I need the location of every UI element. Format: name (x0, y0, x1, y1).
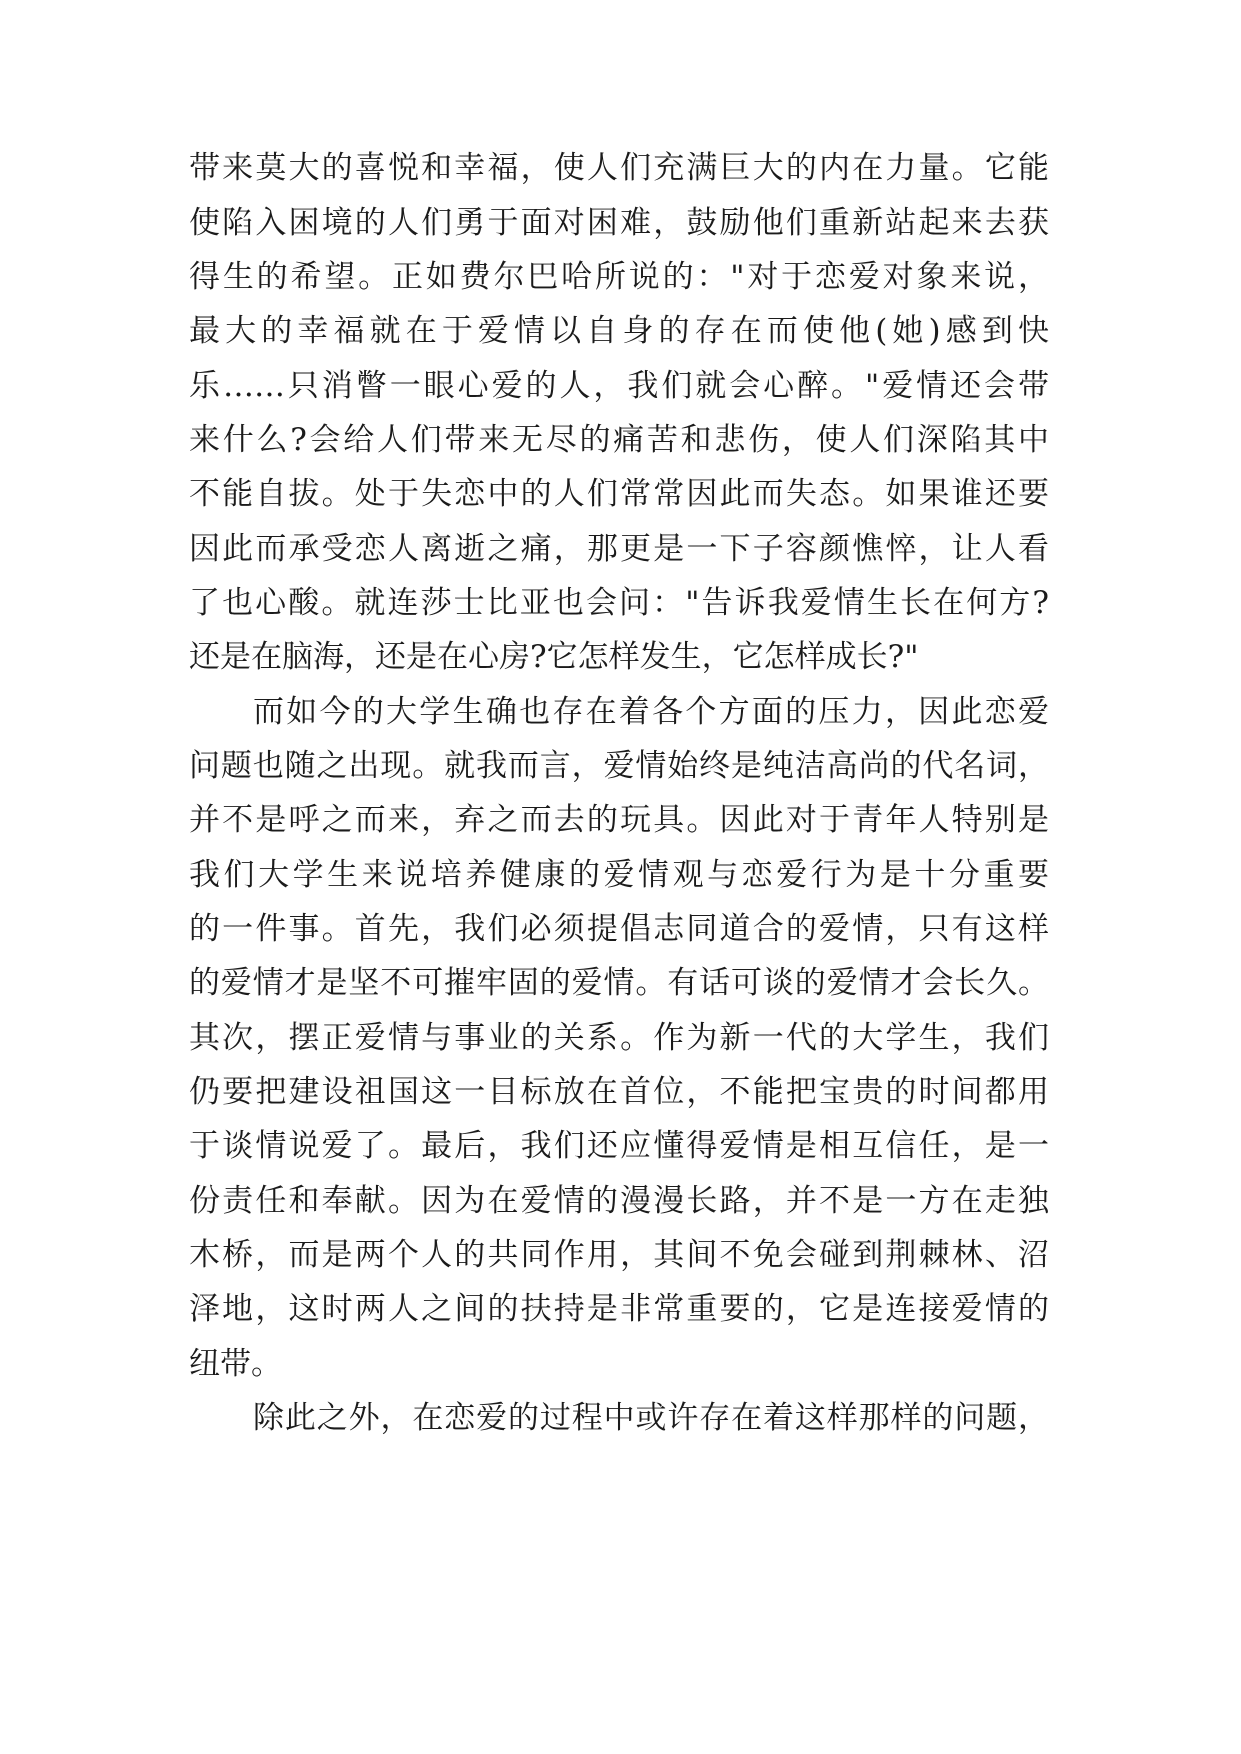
text-line: 得生的希望。正如费尔巴哈所说的："对于恋爱对象来说， (189, 259, 1049, 295)
text-line: 不能自拔。处于失恋中的人们常常因此而失态。如果谁还要 (189, 476, 1049, 512)
text-line: 最大的幸福就在于爱情以自身的存在而使他(她)感到快 (189, 313, 1049, 349)
text-line: 于谈情说爱了。最后，我们还应懂得爱情是相互信任，是一 (189, 1128, 1049, 1164)
text-line: 乐……只消瞥一眼心爱的人，我们就会心醉。"爱情还会带 (189, 368, 1049, 404)
text-line: 带来莫大的喜悦和幸福，使人们充满巨大的内在力量。它能 (189, 150, 1049, 186)
text-line: 份责任和奉献。因为在爱情的漫漫长路，并不是一方在走独 (189, 1183, 1049, 1219)
text-line: 使陷入困境的人们勇于面对困难，鼓励他们重新站起来去获 (189, 205, 1049, 241)
text-line: 仍要把建设祖国这一目标放在首位，不能把宝贵的时间都用 (189, 1074, 1049, 1110)
text-line: 我们大学生来说培养健康的爱情观与恋爱行为是十分重要 (189, 857, 1049, 893)
text-line: 因此而承受恋人离逝之痛，那更是一下子容颜憔悴，让人看 (189, 531, 1049, 567)
text-line: 木桥，而是两个人的共同作用，其间不免会碰到荆棘林、沼 (189, 1237, 1049, 1273)
text-line: 还是在脑海，还是在心房?它怎样发生，它怎样成长?" (189, 639, 919, 675)
paragraph-first-line: 除此之外，在恋爱的过程中或许存在着这样那样的问题， (253, 1400, 1049, 1436)
text-line: 的一件事。首先，我们必须提倡志同道合的爱情，只有这样 (189, 911, 1049, 947)
text-line: 的爱情才是坚不可摧牢固的爱情。有话可谈的爱情才会长久。 (189, 965, 1049, 1001)
text-line: 来什么?会给人们带来无尽的痛苦和悲伤，使人们深陷其中 (189, 422, 1049, 458)
text-line: 了也心酸。就连莎士比亚也会问："告诉我爱情生长在何方? (189, 585, 1049, 621)
text-line: 并不是呼之而来，弃之而去的玩具。因此对于青年人特别是 (189, 802, 1049, 838)
text-line: 其次，摆正爱情与事业的关系。作为新一代的大学生，我们 (189, 1020, 1049, 1056)
text-line: 纽带。 (189, 1346, 282, 1382)
text-line: 问题也随之出现。就我而言，爱情始终是纯洁高尚的代名词， (189, 748, 1049, 784)
text-line: 泽地，这时两人之间的扶持是非常重要的，它是连接爱情的 (189, 1291, 1049, 1327)
paragraph-first-line: 而如今的大学生确也存在着各个方面的压力，因此恋爱 (253, 694, 1049, 730)
